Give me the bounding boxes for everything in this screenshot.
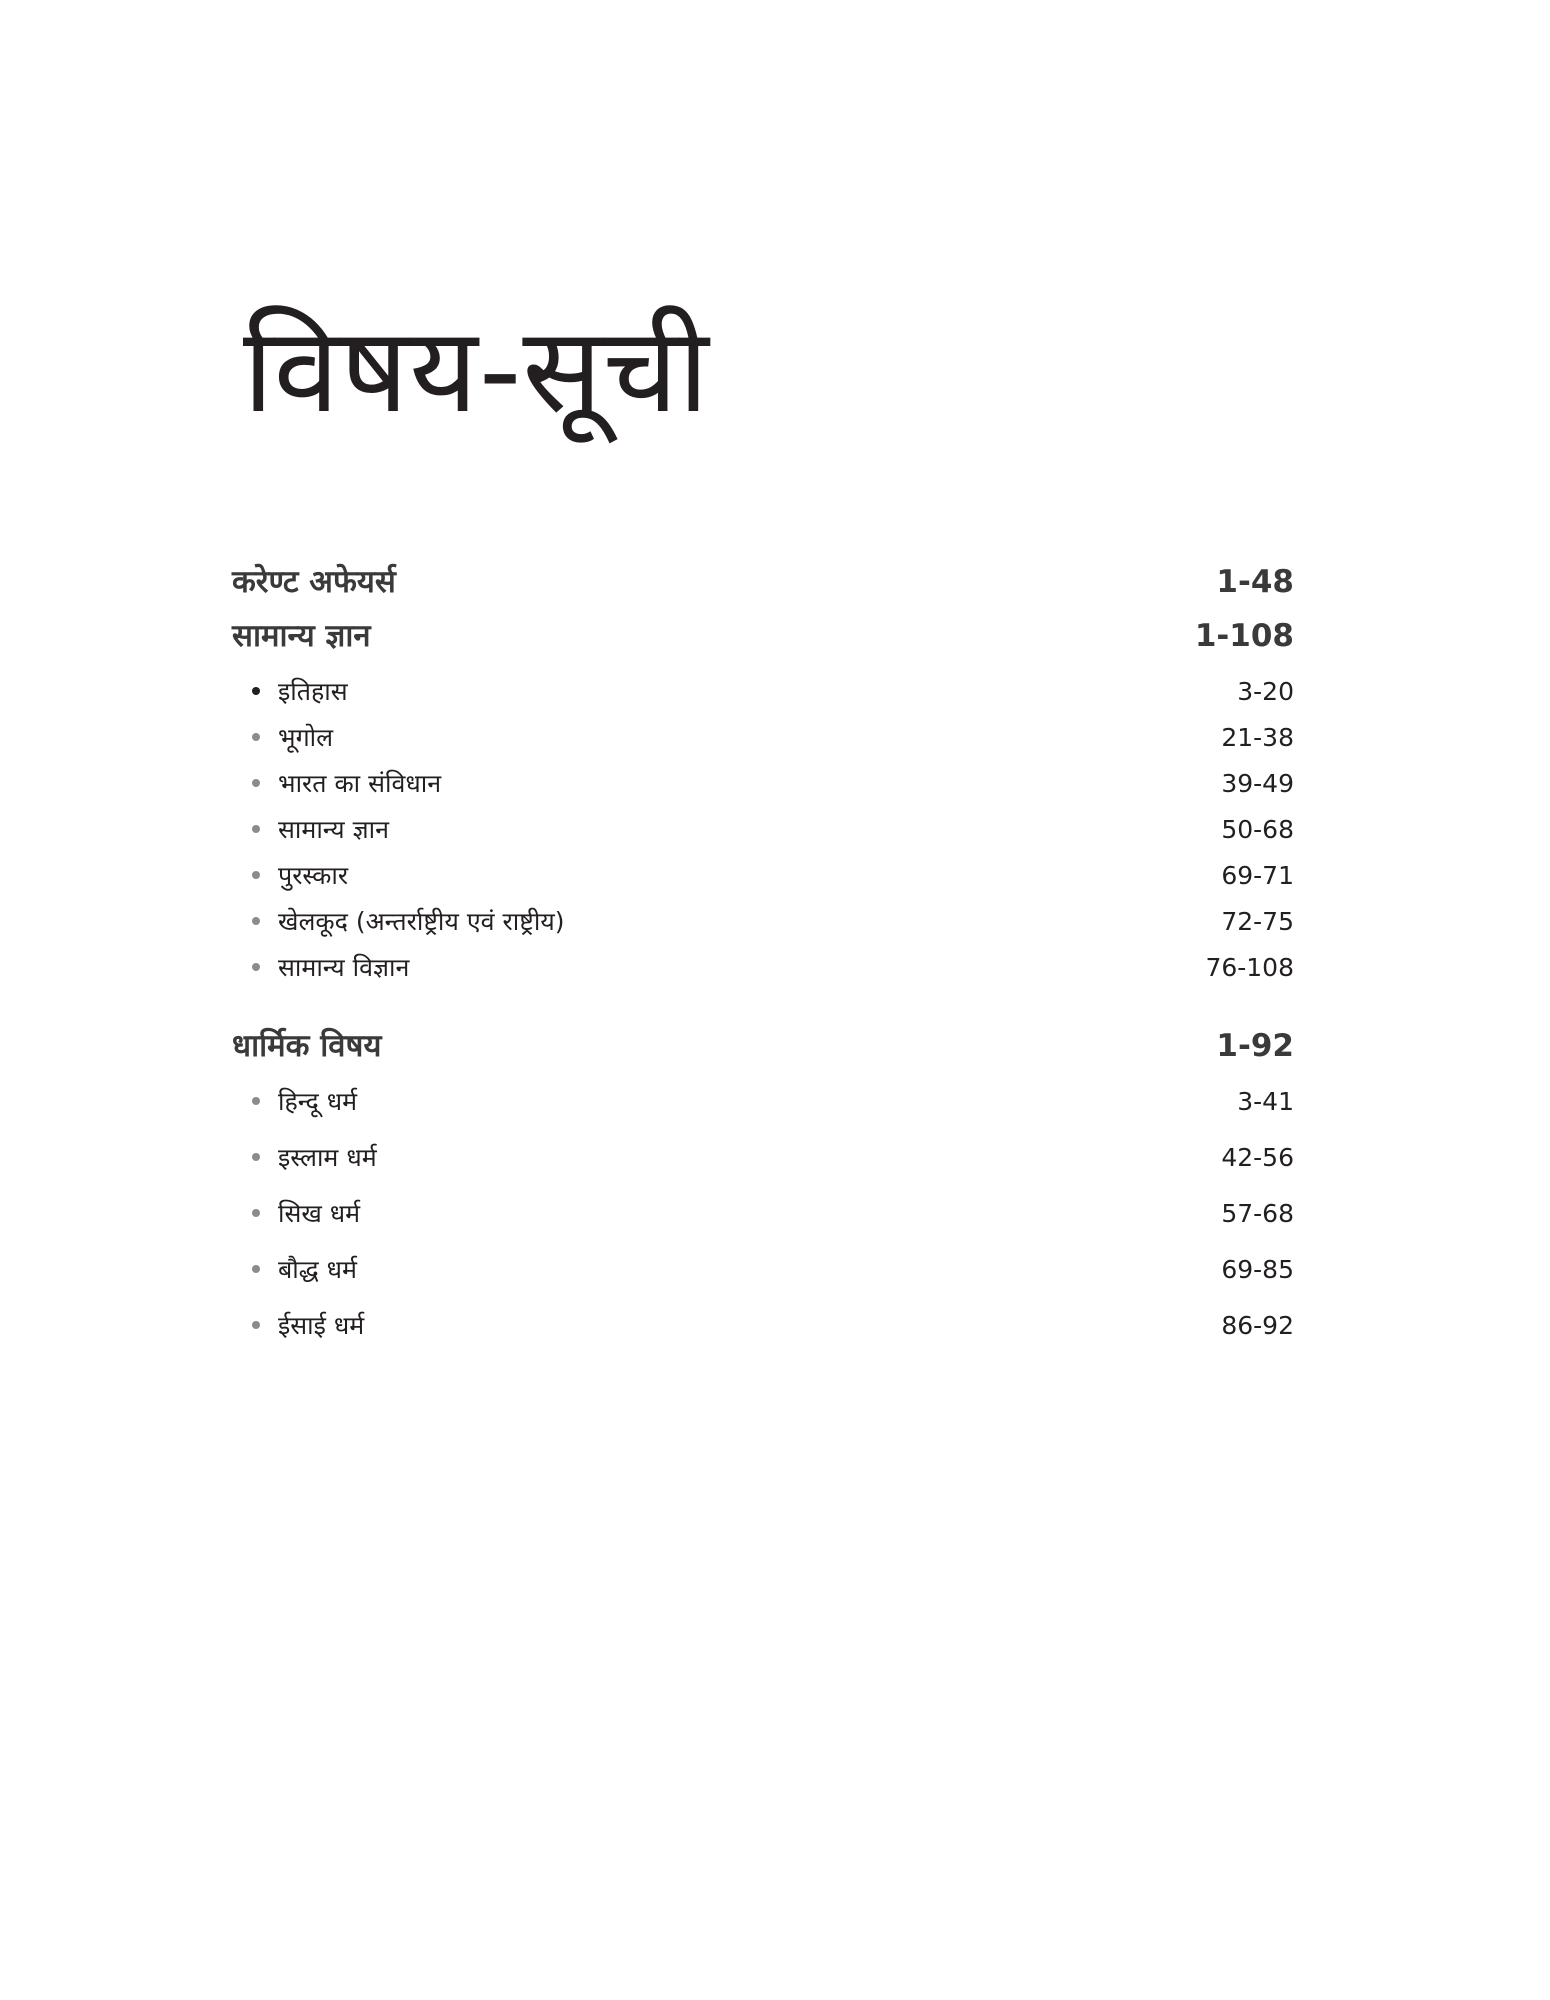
item-label: ईसाई धर्म (278, 1311, 365, 1340)
item-label: सिख धर्म (278, 1199, 361, 1228)
toc-item-hinduism[interactable] (232, 1084, 1294, 1140)
item-label: हिन्दू धर्म (278, 1087, 358, 1116)
item-label: भूगोल (278, 723, 334, 752)
bullet-icon (252, 963, 260, 971)
item-page-range: 3-41 (1237, 1087, 1294, 1116)
toc-item-sikhism[interactable] (232, 1196, 1294, 1252)
section-title: धार्मिक विषय (232, 1028, 382, 1064)
section-page-range: 1-92 (1216, 1028, 1294, 1064)
item-page-range: 42-56 (1221, 1143, 1294, 1172)
item-page-range: 57-68 (1221, 1199, 1294, 1228)
bullet-icon (252, 1265, 260, 1273)
section-title: सामान्य ज्ञान (232, 618, 371, 654)
toc-item-islam[interactable] (232, 1140, 1294, 1196)
section-title: करेण्ट अफेयर्स (232, 564, 396, 600)
bullet-icon (252, 1153, 260, 1161)
item-label: बौद्ध धर्म (278, 1255, 357, 1284)
bullet-icon (252, 1321, 260, 1329)
item-label: भारत का संविधान (278, 769, 442, 798)
item-page-range: 69-71 (1221, 861, 1294, 890)
bullet-icon (252, 1097, 260, 1105)
toc-item-history[interactable] (232, 674, 1294, 720)
toc-item-general-science[interactable] (232, 950, 1294, 996)
toc-section-religious-topics[interactable] (232, 1024, 1294, 1078)
bullet-icon (252, 871, 260, 879)
item-page-range: 50-68 (1221, 815, 1294, 844)
toc-item-sports[interactable] (232, 904, 1294, 950)
toc-item-awards[interactable] (232, 858, 1294, 904)
item-page-range: 3-20 (1237, 677, 1294, 706)
section-spacer (232, 996, 1294, 1024)
table-of-contents (232, 560, 1294, 1364)
bullet-icon (252, 779, 260, 787)
item-page-range: 86-92 (1221, 1311, 1294, 1340)
item-page-range: 39-49 (1221, 769, 1294, 798)
bullet-icon (252, 733, 260, 741)
item-page-range: 72-75 (1221, 907, 1294, 936)
bullet-icon (252, 825, 260, 833)
toc-item-constitution[interactable] (232, 766, 1294, 812)
toc-item-christianity[interactable] (232, 1308, 1294, 1364)
item-page-range: 69-85 (1221, 1255, 1294, 1284)
item-label: इतिहास (278, 677, 348, 706)
item-label: पुरस्कार (278, 861, 349, 890)
item-label: सामान्य ज्ञान (278, 815, 389, 844)
item-label: सामान्य विज्ञान (278, 953, 410, 982)
page-title: विषय-सूची (243, 301, 710, 439)
bullet-icon (252, 1209, 260, 1217)
section-page-range: 1-48 (1216, 564, 1294, 600)
toc-item-buddhism[interactable] (232, 1252, 1294, 1308)
item-label: इस्लाम धर्म (278, 1143, 377, 1172)
toc-item-geography[interactable] (232, 720, 1294, 766)
item-label: खेलकूद (अन्तर्राष्ट्रीय एवं राष्ट्रीय) (278, 907, 565, 936)
bullet-icon (252, 917, 260, 925)
bullet-icon (252, 687, 260, 695)
item-page-range: 76-108 (1205, 953, 1294, 982)
item-page-range: 21-38 (1221, 723, 1294, 752)
toc-section-general-knowledge[interactable] (232, 614, 1294, 668)
toc-section-current-affairs[interactable] (232, 560, 1294, 614)
toc-item-general-knowledge[interactable] (232, 812, 1294, 858)
section-page-range: 1-108 (1194, 618, 1294, 654)
